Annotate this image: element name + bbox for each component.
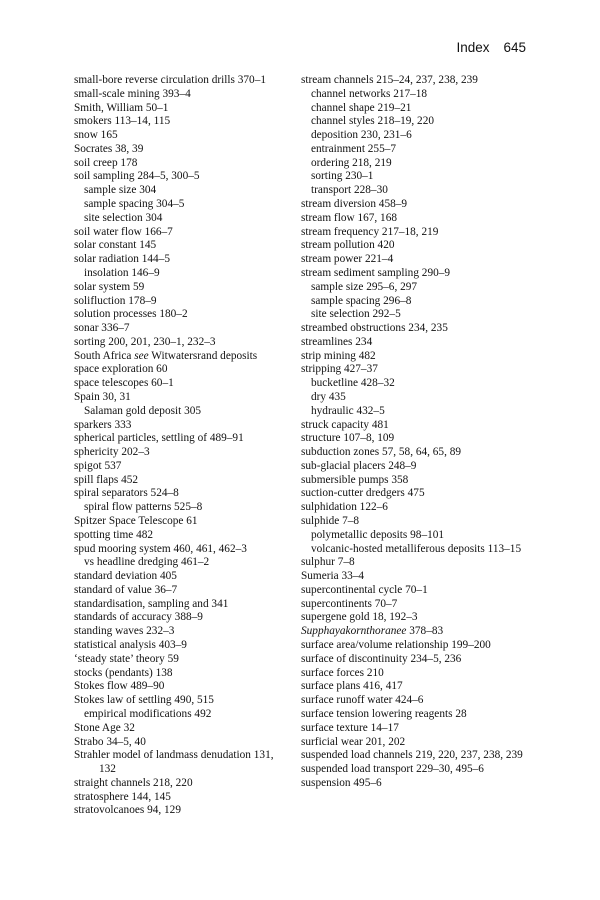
index-entry: stratosphere 144, 145 <box>74 790 171 803</box>
index-entry: surface plans 416, 417 <box>301 680 403 693</box>
index-entry: Strabo 34–5, 40 <box>74 735 146 748</box>
index-entry: Supphayakornthoranee 378–83 <box>301 625 444 638</box>
index-entry: stratovolcanoes 94, 129 <box>74 804 181 817</box>
index-subentry: channel networks 217–18 <box>311 87 428 100</box>
index-entry: stream sediment sampling 290–9 <box>301 266 451 279</box>
index-entry: soil water flow 166–7 <box>74 225 173 238</box>
index-entry: surface forces 210 <box>301 666 384 679</box>
index-entry: Spitzer Space Telescope 61 <box>74 515 198 527</box>
index-entry: surficial wear 201, 202 <box>301 735 406 748</box>
index-entry: streamlines 234 <box>301 335 373 348</box>
index-entry: solution processes 180–2 <box>74 308 188 321</box>
index-entry: standard of value 36–7 <box>74 583 178 596</box>
index-entry: smokers 113–14, 115 <box>74 115 171 128</box>
index-subentry: sorting 230–1 <box>311 170 374 183</box>
index-column-right <box>301 74 527 791</box>
index-entry: sphericity 202–3 <box>74 446 150 459</box>
index-subentry: Salaman gold deposit 305 <box>84 404 202 417</box>
index-entry: ‘steady state’ theory 59 <box>74 652 179 665</box>
index-entry: spud mooring system 460, 461, 462–3 <box>74 542 247 555</box>
running-header <box>456 40 526 55</box>
index-entry: Stokes law of settling 490, 515 <box>74 694 214 707</box>
index-entry: stream diversion 458–9 <box>301 198 408 211</box>
index-entry: submersible pumps 358 <box>301 473 409 486</box>
index-entry: structure 107–8, 109 <box>301 432 395 445</box>
index-entry: solifluction 178–9 <box>74 294 157 307</box>
index-entry: solar constant 145 <box>74 239 157 252</box>
index-entry: stripping 427–37 <box>301 363 378 376</box>
index-entry: surface tension lowering reagents 28 <box>301 707 467 720</box>
index-entry: Spain 30, 31 <box>74 390 131 403</box>
index-subentry: spiral flow patterns 525–8 <box>84 501 203 514</box>
index-entry: soil creep 178 <box>74 156 138 169</box>
index-entry: sulphur 7–8 <box>301 556 355 569</box>
index-entry: sub-glacial placers 248–9 <box>301 459 417 472</box>
index-entry: strip mining 482 <box>301 349 376 362</box>
index-entry: supergene gold 18, 192–3 <box>301 611 418 624</box>
index-entry: spiral separators 524–8 <box>74 487 179 500</box>
index-subentry: empirical modifications 492 <box>84 707 212 720</box>
index-entry: surface texture 14–17 <box>301 721 399 734</box>
index-entry: surface runoff water 424–6 <box>301 694 424 707</box>
index-entry: sonar 336–7 <box>74 322 130 335</box>
index-subentry: polymetallic deposits 98–101 <box>311 528 445 541</box>
index-entry: sparkers 333 <box>74 418 132 431</box>
index-entry: stream power 221–4 <box>301 253 394 266</box>
index-entry: space telescopes 60–1 <box>74 377 174 390</box>
index-entry: standards of accuracy 388–9 <box>74 611 203 624</box>
index-entry: suspension 495–6 <box>301 776 382 789</box>
index-entry: standing waves 232–3 <box>74 625 175 638</box>
index-entry: suspended load transport 229–30, 495–6 <box>301 763 484 776</box>
index-entry: spotting time 482 <box>74 528 154 541</box>
index-entry: Stone Age 32 <box>74 721 135 734</box>
index-entry: statistical analysis 403–9 <box>74 639 187 652</box>
index-entry: stocks (pendants) 138 <box>74 666 173 679</box>
page-number: 645 <box>503 40 526 55</box>
index-entry: streambed obstructions 234, 235 <box>301 322 448 335</box>
index-subentry: sample spacing 304–5 <box>84 198 185 211</box>
index-entry: sorting 200, 201, 230–1, 232–3 <box>74 335 216 348</box>
index-entry: stream channels 215–24, 237, 238, 239 <box>301 74 478 86</box>
index-subentry: channel shape 219–21 <box>311 101 412 114</box>
index-subentry: ordering 218, 219 <box>311 156 392 169</box>
index-subentry: hydraulic 432–5 <box>311 404 385 417</box>
index-entry: suction-cutter dredgers 475 <box>301 487 425 500</box>
index-entry: Sumeria 33–4 <box>301 570 365 583</box>
index-entry: small-scale mining 393–4 <box>74 87 191 100</box>
index-entry: standardisation, sampling and 341 <box>74 597 229 610</box>
index-entry: stream pollution 420 <box>301 239 395 252</box>
index-entry: Stokes flow 489–90 <box>74 680 165 693</box>
index-entry-cross-reference: South Africa see Witwatersrand deposits <box>74 349 258 362</box>
index-entry: struck capacity 481 <box>301 418 389 431</box>
index-column-left <box>74 74 288 818</box>
index-entry: small-bore reverse circulation drills 370–1 <box>74 74 266 86</box>
index-subentry: sample size 295–6, 297 <box>311 280 418 293</box>
index-entry: suspended load channels 219, 220, 237, 238, 239 <box>301 749 523 762</box>
index-subentry: transport 228–30 <box>311 184 388 197</box>
index-subentry: site selection 304 <box>84 211 163 224</box>
index-entry: surface of discontinuity 234–5, 236 <box>301 652 462 665</box>
index-entry: Socrates 38, 39 <box>74 142 144 155</box>
index-subentry: vs headline dredging 461–2 <box>84 556 210 569</box>
index-entry: standard deviation 405 <box>74 570 177 583</box>
index-entry: subduction zones 57, 58, 64, 65, 89 <box>301 446 462 459</box>
index-subentry: dry 435 <box>311 390 346 403</box>
index-entry: soil sampling 284–5, 300–5 <box>74 170 200 183</box>
index-entry: spherical particles, settling of 489–91 <box>74 432 244 445</box>
index-entry: sulphidation 122–6 <box>301 501 388 514</box>
index-entry: surface area/volume relationship 199–200 <box>301 639 491 652</box>
index-entry: snow 165 <box>74 129 118 142</box>
index-entry: straight channels 218, 220 <box>74 776 193 789</box>
index-subentry: insolation 146–9 <box>84 266 160 279</box>
index-entry: supercontinental cycle 70–1 <box>301 583 428 596</box>
index-entry: solar radiation 144–5 <box>74 253 171 266</box>
index-entry: stream frequency 217–18, 219 <box>301 225 439 238</box>
index-entry: solar system 59 <box>74 280 145 293</box>
index-subentry: entrainment 255–7 <box>311 142 397 155</box>
index-subentry: deposition 230, 231–6 <box>311 129 412 142</box>
index-subentry: bucketline 428–32 <box>311 377 395 390</box>
index-entry: spill flaps 452 <box>74 473 139 486</box>
index-entry: supercontinents 70–7 <box>301 597 398 610</box>
section-title: Index <box>456 40 490 55</box>
index-entry: stream flow 167, 168 <box>301 211 398 224</box>
index-entry: spigot 537 <box>74 459 122 472</box>
index-subentry: sample size 304 <box>84 184 157 197</box>
index-entry: space exploration 60 <box>74 363 168 376</box>
index-subentry: channel styles 218–19, 220 <box>311 115 434 128</box>
index-entry: Strahler model of landmass denudation 131, 132 <box>74 749 274 776</box>
index-entry: sulphide 7–8 <box>301 515 360 527</box>
index-entry: Smith, William 50–1 <box>74 101 169 114</box>
index-subentry: volcanic-hosted metalliferous deposits 113–15 <box>311 542 522 555</box>
index-subentry: sample spacing 296–8 <box>311 294 412 307</box>
index-subentry: site selection 292–5 <box>311 308 401 321</box>
